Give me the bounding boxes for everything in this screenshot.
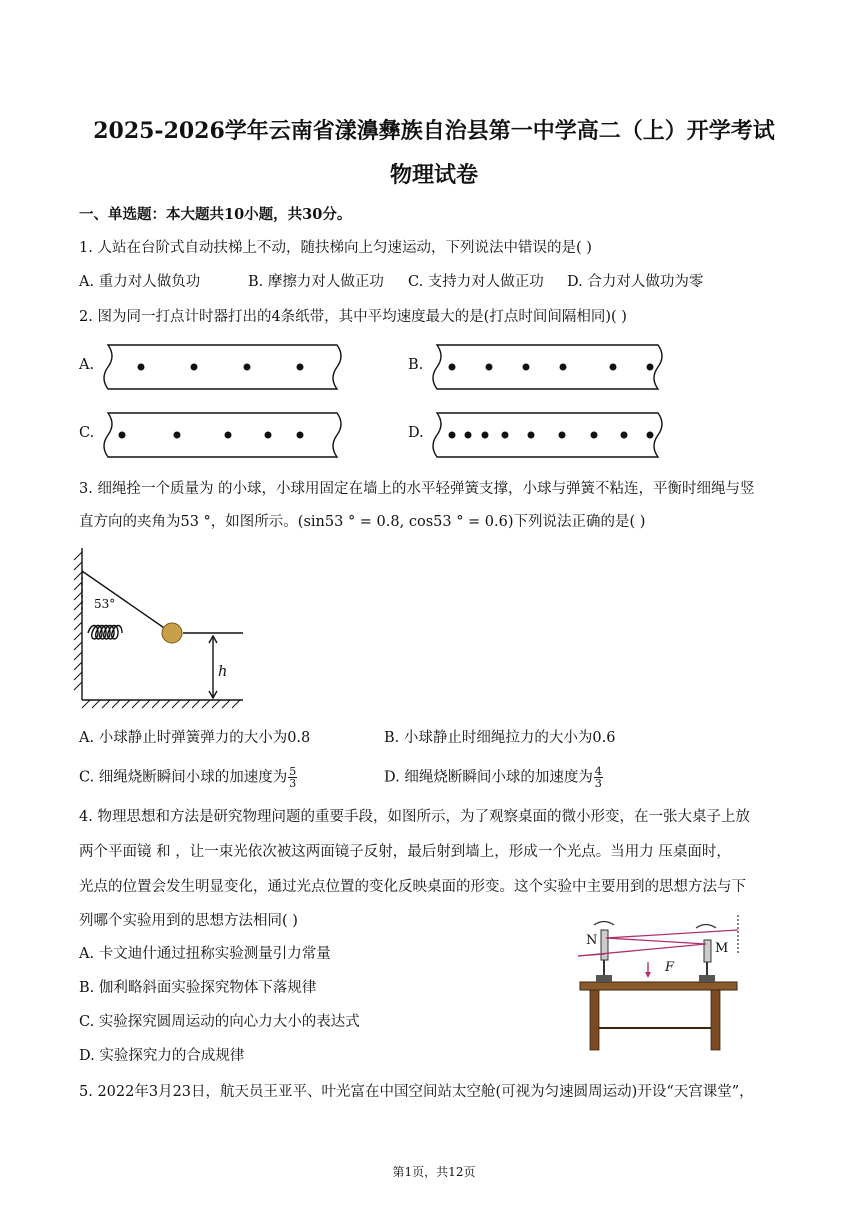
tape-label-a: A. xyxy=(79,357,95,373)
question-1-stem: 1. 人站在台阶式自动扶梯上不动，随扶梯向上匀速运动，下列说法中错误的是( ) xyxy=(79,240,592,256)
q3-height-label: h xyxy=(218,664,228,680)
tape-a xyxy=(104,345,341,389)
q1-option-c: C. 支持力对人做正功 xyxy=(408,274,544,290)
q3-option-a: A. 小球静止时弹簧弹力的大小为0.8 xyxy=(79,730,311,746)
section-heading: 一、单选题：本大题共10小题，共30分。 xyxy=(79,206,352,223)
q4-option-a: A. 卡文迪什通过扭称实验测量引力常量 xyxy=(79,946,331,962)
q4-option-d: D. 实验探究力的合成规律 xyxy=(79,1048,245,1064)
page-title: 2025-2026学年云南省漾濞彝族自治县第一中学高二（上）开学考试 xyxy=(93,118,775,144)
q1-option-b: B. 摩擦力对人做正功 xyxy=(248,274,384,290)
ball-icon xyxy=(162,623,182,643)
question-3-stem-line1: 3. 细绳拴一个质量为 的小球，小球用固定在墙上的水平轻弹簧支撑，小球与弹簧不粘连，平衡时细绳与竖 xyxy=(79,481,755,497)
q1-option-d: D. 合力对人做功为零 xyxy=(567,274,704,290)
spring-ball-figure xyxy=(74,548,243,708)
tape-c xyxy=(104,413,341,457)
fraction-4-3: $\frac{4}{3}$ xyxy=(594,765,602,790)
q3-angle-label: 53° xyxy=(94,597,116,611)
q3-option-c: C. 细绳烧断瞬间小球的加速度为 $\frac{5}{3}$ xyxy=(79,765,297,790)
question-4-stem-line3: 光点的位置会发生明显变化，通过光点位置的变化反映桌面的形变。这个实验中主要用到的思想方法与下 xyxy=(79,879,746,895)
tape-label-c: C. xyxy=(79,425,95,441)
question-4-stem-line4: 列哪个实验用到的思想方法相同( ) xyxy=(79,913,298,929)
q3-option-d: D. 细绳烧断瞬间小球的加速度为 $\frac{4}{3}$ xyxy=(384,765,602,790)
tape-label-b: B. xyxy=(408,357,424,373)
question-2-stem: 2. 图为同一打点计时器打出的4条纸带，其中平均速度最大的是(打点时间间隔相同)( ) xyxy=(79,309,627,325)
q4-label-m: M xyxy=(715,941,729,956)
q3-option-b: B. 小球静止时细绳拉力的大小为0.6 xyxy=(384,730,616,746)
tape-b xyxy=(433,345,662,389)
tape-d xyxy=(433,413,662,457)
q4-label-n: N xyxy=(586,933,598,948)
page-footer: 第1页，共12页 xyxy=(392,1165,476,1179)
question-3-stem-line2: 直方向的夹角为53 °，如图所示。(sin53 ° = 0.8, cos53 ° = 0.6)下列说法正确的是( ) xyxy=(79,514,646,530)
q4-option-c: C. 实验探究圆周运动的向心力大小的表达式 xyxy=(79,1014,360,1030)
tape-label-d: D. xyxy=(408,425,424,441)
q1-option-a: A. 重力对人做负功 xyxy=(79,274,201,290)
q4-label-f: F xyxy=(665,960,675,975)
question-5-stem-line1: 5. 2022年3月23日，航天员王亚平、叶光富在中国空间站太空舱(可视为匀速圆周运动)开设“天宫课堂”， xyxy=(79,1084,754,1100)
fraction-5-3: $\frac{5}{3}$ xyxy=(289,765,297,790)
question-4-stem-line1: 4. 物理思想和方法是研究物理问题的重要手段，如图所示，为了观察桌面的微小形变，在一张大桌子上放 xyxy=(79,809,750,825)
question-4-stem-line2: 两个平面镜 和 ，让一束光依次被这两面镜子反射，最后射到墙上，形成一个光点。当用力 压桌面时， xyxy=(79,844,731,860)
mirror-table-figure xyxy=(578,915,738,1050)
q4-option-b: B. 伽利略斜面实验探究物体下落规律 xyxy=(79,980,317,996)
page-subtitle: 物理试卷 xyxy=(389,162,478,188)
